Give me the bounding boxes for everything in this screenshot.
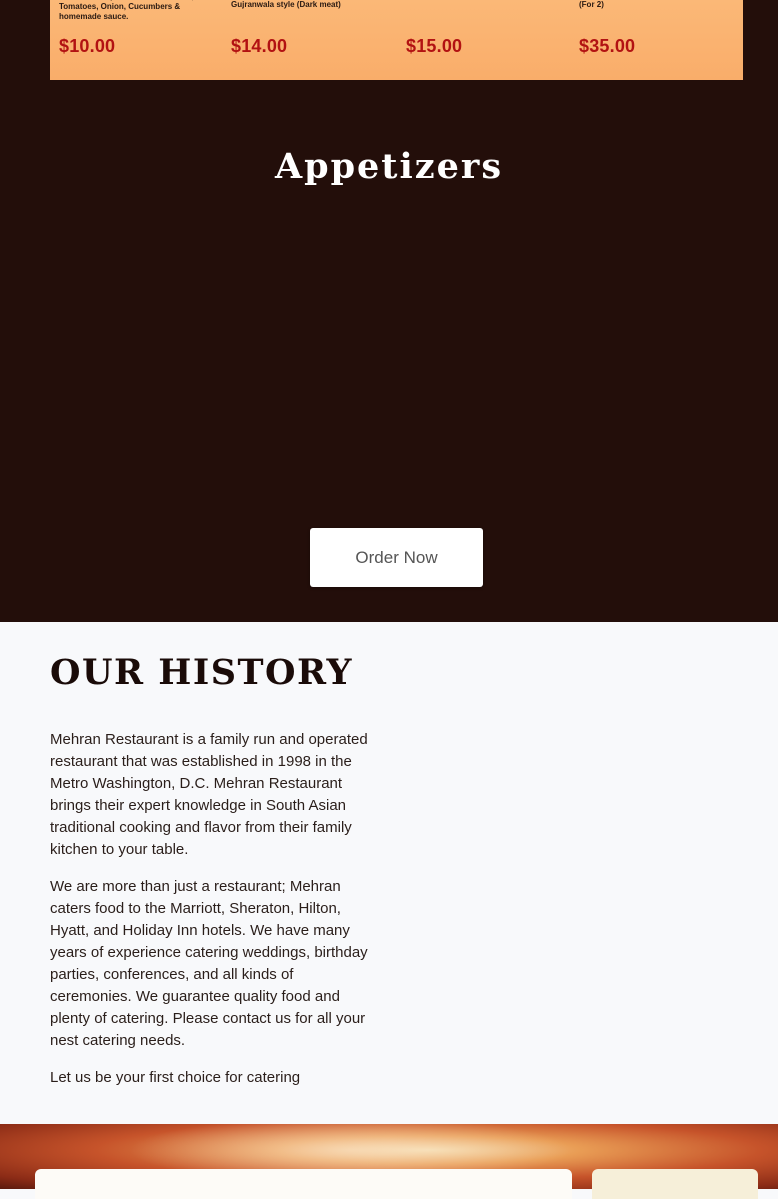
history-paragraph: Let us be your first choice for catering bbox=[50, 1069, 301, 1086]
history-paragraph: We are more than just a restaurant; Mehran caters food to the Marriott, Sheraton, Hilton, Hyatt, and Holiday Inn hotels. We have many years of experience catering weddings, birthday parties, conferences, and all kinds of ceremonies. We guarantee quality food and plenty of catering. Please contact us for all your nest catering needs. bbox=[50, 878, 368, 1049]
menu-item-price: $10.00 bbox=[59, 36, 116, 56]
menu-item-price: $14.00 bbox=[231, 36, 288, 56]
menu-item[interactable] bbox=[397, 0, 570, 80]
appetizers-title: Appetizers bbox=[274, 146, 504, 187]
order-now-button[interactable]: Order Now bbox=[310, 528, 483, 587]
menu-item-price: $15.00 bbox=[406, 36, 463, 56]
history-text bbox=[50, 729, 375, 1104]
menu-item-description: (For 2) bbox=[579, 0, 604, 9]
menu-item-price: $35.00 bbox=[579, 36, 636, 56]
menu-item-description: Gujranwala style (Dark meat) bbox=[231, 0, 341, 9]
history-paragraph: Mehran Restaurant is a family run and operated restaurant that was established in 1998 in the Metro Washington, D.C. Mehran Restaurant brings their expert knowledge in South Asian traditional cooking and flavor from their family kitchen to your table. bbox=[50, 731, 368, 858]
menu-item-description: Tomatoes, Onion, Cucumbers & homemade sauce. bbox=[59, 2, 181, 21]
info-card-side bbox=[592, 1169, 758, 1199]
info-card bbox=[35, 1169, 572, 1199]
menu-item[interactable] bbox=[570, 0, 743, 80]
history-title: OUR HISTORY bbox=[50, 652, 354, 693]
menu-item[interactable] bbox=[50, 0, 222, 80]
menu-item[interactable] bbox=[222, 0, 397, 80]
menu-item-strip bbox=[50, 0, 743, 80]
